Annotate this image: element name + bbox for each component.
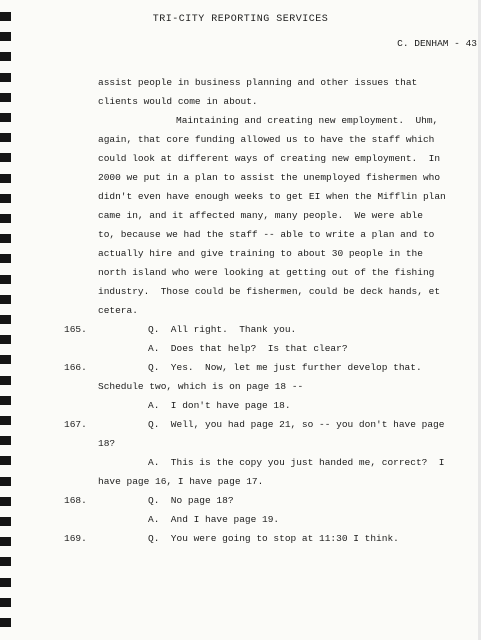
binder-tab bbox=[0, 598, 11, 607]
paragraph-number: 168. bbox=[64, 495, 87, 506]
transcript-line: didn't even have enough weeks to get EI when the Mifflin plan bbox=[98, 191, 446, 202]
binder-tab bbox=[0, 153, 11, 162]
binder-tab bbox=[0, 497, 11, 506]
binder-tab bbox=[0, 315, 11, 324]
binder-tab bbox=[0, 73, 11, 82]
transcript-line: again, that core funding allowed us to have the staff which bbox=[98, 134, 435, 145]
binder-tab bbox=[0, 436, 11, 445]
binder-tab bbox=[0, 295, 11, 304]
transcript-line: actually hire and give training to about 30 people in the bbox=[98, 248, 423, 259]
binder-tab bbox=[0, 133, 11, 142]
transcript-line: clients would come in about. bbox=[98, 96, 258, 107]
binder-tab bbox=[0, 174, 11, 183]
binder-tab bbox=[0, 618, 11, 627]
transcript-line: A. This is the copy you just handed me, correct? I bbox=[148, 457, 445, 468]
binder-tab bbox=[0, 456, 11, 465]
paragraph-number: 167. bbox=[64, 419, 87, 430]
transcript-line: came in, and it affected many, many people. We were able bbox=[98, 210, 423, 221]
binder-tab bbox=[0, 32, 11, 41]
paragraph-number: 165. bbox=[64, 324, 87, 335]
binder-tab bbox=[0, 376, 11, 385]
paragraph-number: 169. bbox=[64, 533, 87, 544]
binder-tab bbox=[0, 396, 11, 405]
transcript-line: to, because we had the staff -- able to write a plan and to bbox=[98, 229, 435, 240]
binder-tab bbox=[0, 416, 11, 425]
transcript-line: north island who were looking at getting out of the fishing bbox=[98, 267, 435, 278]
binder-tab bbox=[0, 557, 11, 566]
transcript-line: Q. Yes. Now, let me just further develop that. bbox=[148, 362, 422, 373]
binder-tab bbox=[0, 517, 11, 526]
binder-tab bbox=[0, 355, 11, 364]
transcript-line: A. And I have page 19. bbox=[148, 514, 280, 525]
transcript-line: Maintaining and creating new employment. Uhm, bbox=[176, 115, 439, 126]
transcript-line: could look at different ways of creating new employment. In bbox=[98, 153, 441, 164]
transcript-line: industry. Those could be fishermen, could be deck hands, et bbox=[98, 286, 441, 297]
binder-tab bbox=[0, 335, 11, 344]
transcript-line: have page 16, I have page 17. bbox=[98, 476, 264, 487]
binder-tab bbox=[0, 214, 11, 223]
transcript-line: Q. Well, you had page 21, so -- you don't have page bbox=[148, 419, 445, 430]
binder-holes bbox=[0, 0, 14, 640]
transcript-line: Q. No page 18? bbox=[148, 495, 234, 506]
paragraph-number: 166. bbox=[64, 362, 87, 373]
transcript-line: assist people in business planning and other issues that bbox=[98, 77, 418, 88]
binder-tab bbox=[0, 537, 11, 546]
transcript-line: Q. All right. Thank you. bbox=[148, 324, 297, 335]
binder-tab bbox=[0, 93, 11, 102]
transcript-line: A. Does that help? Is that clear? bbox=[148, 343, 348, 354]
binder-tab bbox=[0, 477, 11, 486]
transcript-line: cetera. bbox=[98, 305, 138, 316]
transcript-line: Q. You were going to stop at 11:30 I think. bbox=[148, 533, 399, 544]
transcript-line: Schedule two, which is on page 18 -- bbox=[98, 381, 304, 392]
page-reference: C. DENHAM - 43 bbox=[397, 38, 477, 49]
transcript-line: A. I don't have page 18. bbox=[148, 400, 291, 411]
binder-tab bbox=[0, 194, 11, 203]
binder-tab bbox=[0, 52, 11, 61]
binder-tab bbox=[0, 234, 11, 243]
binder-tab bbox=[0, 275, 11, 284]
page-header: TRI-CITY REPORTING SERVICES bbox=[152, 14, 329, 25]
transcript-line: 18? bbox=[98, 438, 116, 449]
binder-tab bbox=[0, 254, 11, 263]
transcript-line: 2000 we put in a plan to assist the unemployed fishermen who bbox=[98, 172, 441, 183]
binder-tab bbox=[0, 578, 11, 587]
binder-tab bbox=[0, 113, 11, 122]
